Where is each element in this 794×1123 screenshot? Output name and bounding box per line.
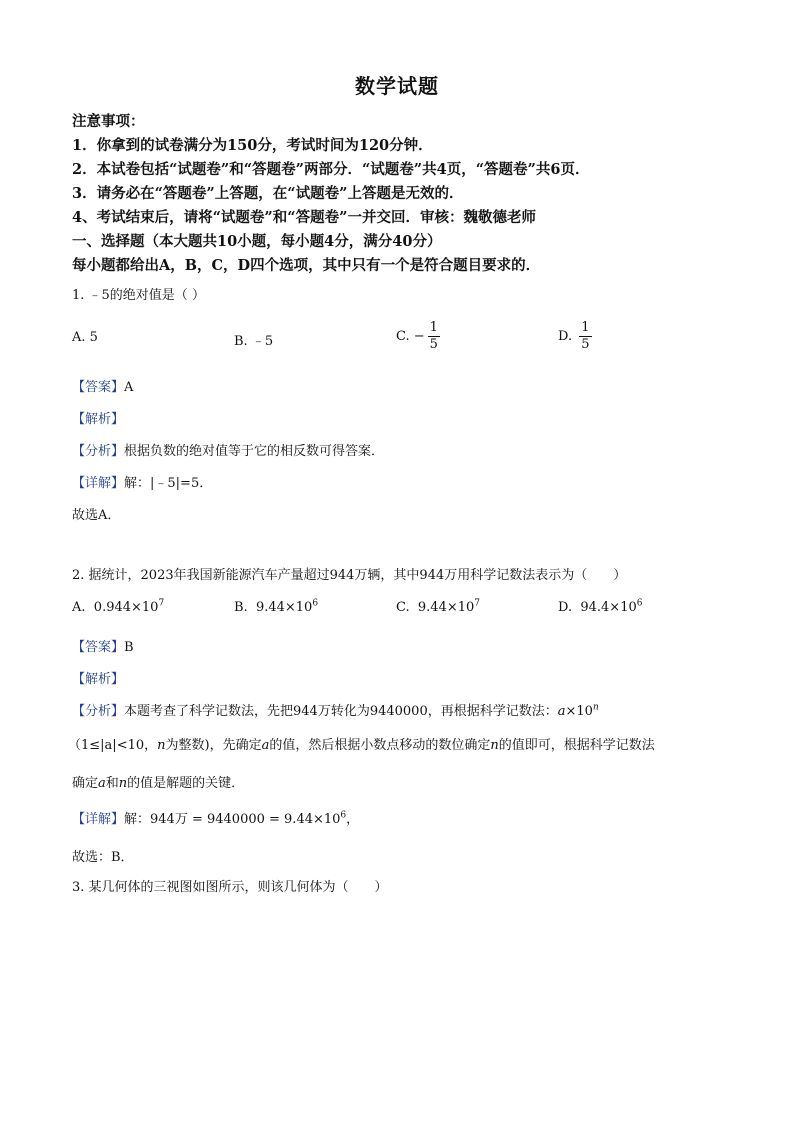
- q1-option-d-denominator: 5: [581, 337, 590, 352]
- q1-fenxi: [72, 440, 384, 459]
- q2-option-d-base: 94.4×10: [580, 600, 637, 615]
- notice-heading: 注意事项：: [72, 113, 145, 130]
- q2-fenxi-math-n: n: [592, 702, 599, 713]
- q2-fenxi-tag: 【分析】: [72, 704, 125, 719]
- q1-option-c-numerator: 1: [429, 320, 438, 335]
- q1-option-c-sign: −: [413, 329, 425, 344]
- q1-conclusion: 故选A．: [72, 508, 121, 523]
- q2-option-d-label: D.: [558, 600, 573, 615]
- q2-fenxi-rest: 的值是解题的关键．: [127, 776, 245, 791]
- q2-analysis-label: 【解析】: [72, 672, 125, 687]
- q2-option-c: [396, 600, 480, 615]
- q2-fenxi-text-1: 本题考查了科学记数法，先把944万转化为9440000，再根据科学记数法：: [124, 704, 558, 719]
- q1-option-b: B. ﹣5: [234, 334, 274, 349]
- q2-detail-exp: 6: [340, 810, 347, 821]
- q2-fenxi-line-2: [68, 734, 655, 753]
- q1-option-d: [558, 320, 592, 353]
- q1-answer: [72, 376, 133, 395]
- q2-answer-value: B: [124, 640, 134, 655]
- q2-detail-tag: 【详解】: [72, 812, 125, 827]
- q2-option-c-exp: 7: [474, 598, 481, 609]
- q2-option-b-label: B.: [234, 600, 248, 615]
- q1-option-a: A. 5: [72, 330, 98, 345]
- q2-fenxi-and: 和: [105, 776, 119, 791]
- q3-stem: 3. 某几何体的三视图如图所示，则该几何体为（ ）: [72, 880, 388, 895]
- q2-fenxi-n3: n: [118, 776, 128, 791]
- q1-fenxi-tag: 【分析】: [72, 444, 125, 459]
- q2-fenxi-rest1: 为整数)，先确定: [165, 738, 262, 753]
- q1-answer-value: A: [124, 380, 134, 395]
- q2-option-c-label: C.: [396, 600, 410, 615]
- notice-item-4: 4、考试结束后，请将“试题卷”和“答题卷”一并交回．审核：魏敬德老师: [72, 209, 536, 226]
- q2-fenxi-pre: 确定: [72, 776, 99, 791]
- q2-option-a: [72, 600, 164, 615]
- q2-detail-post: ，: [346, 812, 360, 827]
- q2-fenxi-cond: 1≤|a|<10，: [81, 738, 158, 753]
- q2-stem: 2. 据统计，2023年我国新能源汽车产量超过944万辆，其中944万用科学记数法表示为（ ）: [72, 568, 627, 583]
- q1-option-c: [396, 320, 440, 353]
- q1-option-c-label: C.: [396, 329, 410, 344]
- notice-item-3: 3．请务必在“答题卷”上答题，在“试题卷”上答题是无效的．: [72, 185, 464, 202]
- q2-analysis-tag: [72, 668, 124, 687]
- page-title: 数学试题: [355, 74, 439, 98]
- q2-option-b-exp: 6: [312, 598, 319, 609]
- q2-detail-text: 解：944万 = 9440000 = 9.44×10: [124, 812, 341, 827]
- q2-fenxi-n: n: [157, 738, 166, 753]
- q2-option-a-exp: 7: [158, 598, 165, 609]
- q2-fenxi-line-3: [72, 772, 244, 791]
- q1-option-d-fraction: [579, 320, 591, 353]
- q2-fenxi-a: a: [261, 738, 270, 753]
- q1-detail: [72, 472, 212, 491]
- q2-fenxi-line-1: [72, 700, 599, 719]
- q2-fenxi-math-x: ×10: [565, 704, 593, 719]
- q2-fenxi-a2: a: [98, 776, 106, 791]
- q2-option-d-exp: 6: [636, 598, 643, 609]
- q2-option-a-label: A.: [72, 600, 86, 615]
- q2-answer: [72, 636, 134, 655]
- q2-option-d: [558, 600, 642, 615]
- q2-option-c-base: 9.44×10: [417, 600, 475, 615]
- q2-fenxi-open: （: [68, 738, 82, 753]
- q1-answer-tag: 【答案】: [72, 380, 125, 395]
- notice-item-2: 2．本试卷包括“试题卷”和“答题卷”两部分．“试题卷”共4页，“答题卷”共6页．: [72, 161, 590, 178]
- q1-fenxi-text: 根据负数的绝对值等于它的相反数可得答案．: [124, 444, 385, 459]
- q2-fenxi-n2: n: [490, 738, 499, 753]
- q2-answer-tag: 【答案】: [72, 640, 125, 655]
- q1-stem: 1. ﹣5的绝对值是（ ）: [72, 288, 205, 303]
- q2-fenxi-rest3: 的值即可，根据科学记数法: [498, 738, 655, 753]
- q2-detail: [72, 808, 359, 827]
- q2-conclusion: 故选：B．: [72, 850, 134, 865]
- q2-option-b-base: 9.44×10: [255, 600, 313, 615]
- section-instruction: 每小题都给出A，B，C，D四个选项，其中只有一个是符合题目要求的．: [72, 257, 541, 274]
- section-heading: 一、选择题（本大题共10小题，每小题4分，满分40分）: [72, 233, 442, 250]
- q1-option-c-fraction: [428, 320, 440, 353]
- q1-detail-text: 解：|﹣5|=5．: [124, 476, 213, 491]
- q1-option-d-label: D.: [558, 329, 573, 344]
- q2-fenxi-math-a: a: [557, 704, 566, 719]
- q1-option-d-numerator: 1: [581, 320, 590, 335]
- q2-fenxi-rest2: 的值，然后根据小数点移动的数位确定: [269, 738, 491, 753]
- q1-detail-tag: 【详解】: [72, 476, 125, 491]
- q1-option-c-denominator: 5: [429, 337, 438, 352]
- q1-analysis-label: 【解析】: [72, 412, 125, 427]
- q2-option-b: [234, 600, 318, 615]
- q1-analysis-tag: [72, 408, 124, 427]
- q2-option-a-base: 0.944×10: [93, 600, 159, 615]
- notice-item-1: 1．你拿到的试卷满分为150分，考试时间为120分钟．: [72, 137, 433, 154]
